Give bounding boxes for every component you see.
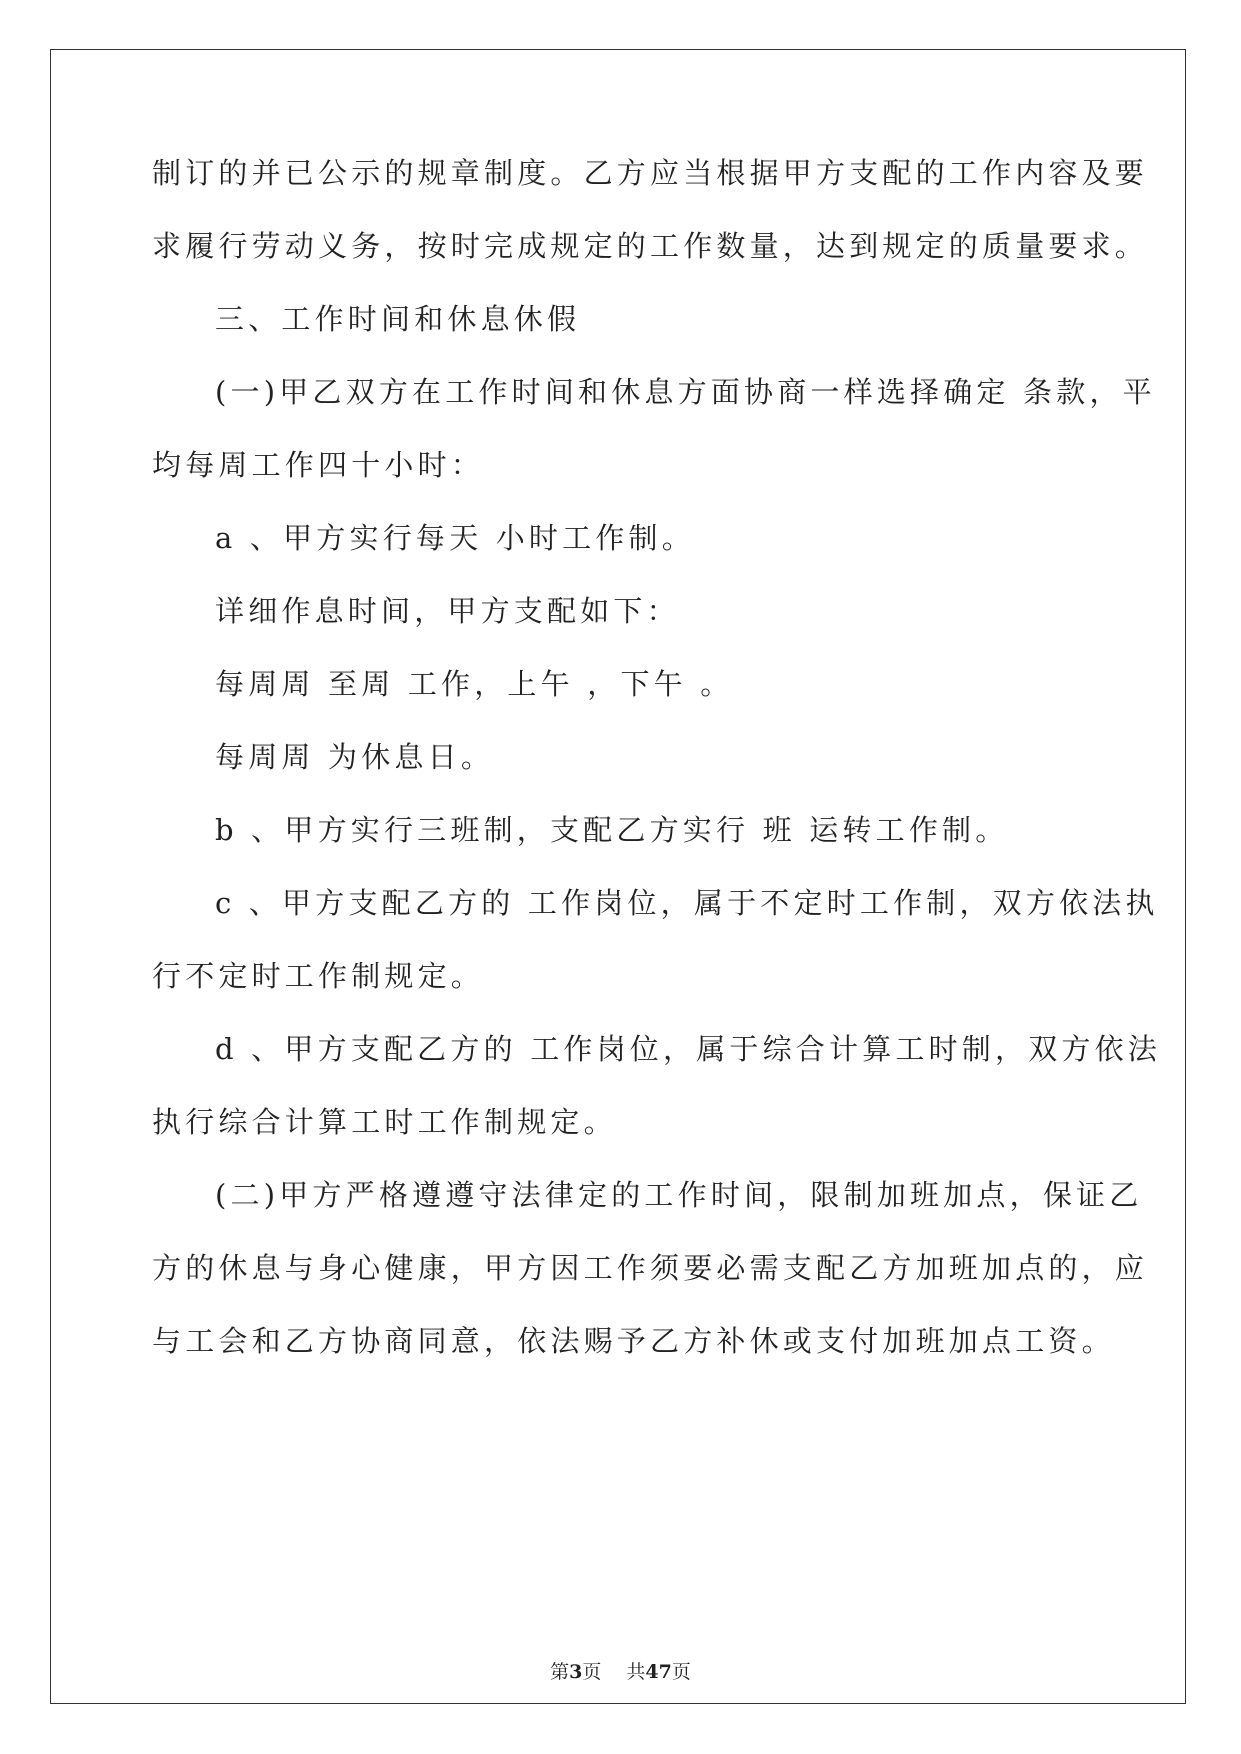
- paragraph-line: d 、甲方支配乙方的 工作岗位，属于综合计算工时制，双方依法: [215, 1032, 1162, 1066]
- paragraph-line: 制订的并已公示的规章制度。乙方应当根据甲方支配的工作内容及要: [152, 156, 1149, 190]
- paragraph-line: (二)甲方严格遵遵守法律定的工作时间，限制加班加点，保证乙: [215, 1178, 1143, 1212]
- footer-page-unit: 页: [582, 1661, 602, 1683]
- paragraph-line: a 、甲方实行每天 小时工作制。: [215, 521, 695, 555]
- paragraph-line: 执行综合计算工时工作制规定。: [152, 1105, 617, 1139]
- paragraph-line: 详细作息时间，甲方支配如下：: [215, 594, 680, 628]
- paragraph-line: b 、甲方实行三班制，支配乙方实行 班 运转工作制。: [215, 813, 1009, 847]
- paragraph-line: 行不定时工作制规定。: [152, 959, 485, 993]
- section-heading: 三、工作时间和休息休假: [215, 302, 581, 336]
- total-pages: 47: [645, 1661, 672, 1683]
- paragraph-line: c 、甲方支配乙方的 工作岗位，属于不定时工作制，双方依法执: [215, 886, 1159, 920]
- paragraph-line: 每周周 至周 工作，上午 ，下午 。: [215, 667, 734, 701]
- footer-total-prefix: 共: [626, 1661, 646, 1683]
- footer-total-unit: 页: [671, 1661, 691, 1683]
- paragraph-line: 方的休息与身心健康，甲方因工作须要必需支配乙方加班加点的，应: [152, 1251, 1149, 1285]
- page-footer: [0, 1660, 1241, 1684]
- page-border: [50, 49, 1186, 1704]
- paragraph-line: 均每周工作四十小时：: [152, 448, 485, 482]
- paragraph-line: 每周周 为休息日。: [215, 740, 495, 774]
- footer-prefix: 第: [550, 1661, 570, 1683]
- paragraph-line: 与工会和乙方协商同意，依法赐予乙方补休或支付加班加点工资。: [152, 1324, 1115, 1358]
- page-number: 3: [569, 1661, 583, 1683]
- paragraph-line: (一)甲乙双方在工作时间和休息方面协商一样选择确定 条款，平: [215, 375, 1156, 409]
- paragraph-line: 求履行劳动义务，按时完成规定的工作数量，达到规定的质量要求。: [152, 229, 1149, 263]
